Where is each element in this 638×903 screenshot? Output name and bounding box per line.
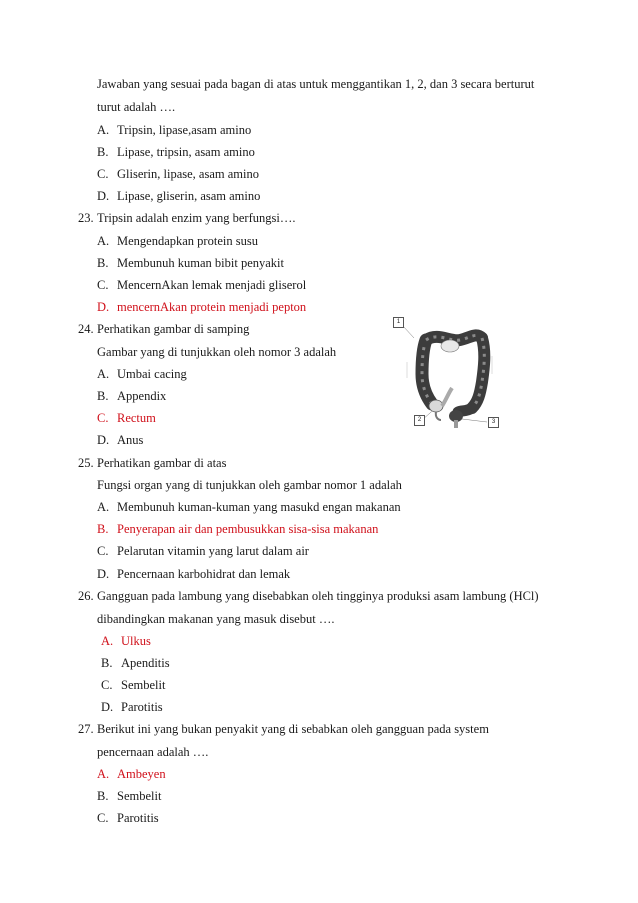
q24-option-a-letter: A. — [97, 367, 110, 381]
figure-label-3: 3 — [488, 417, 499, 428]
q25-option-b-text: Penyerapan air dan pembusukkan sisa-sisa makanan — [117, 522, 379, 536]
q23-number: 23. — [78, 211, 94, 225]
intro-line-1: Jawaban yang sesuai pada bagan di atas untuk menggantikan 1, 2, dan 3 secara berturut — [97, 77, 535, 91]
q23-option-c-letter: C. — [97, 278, 109, 292]
q25-question: Perhatikan gambar di atas — [97, 456, 227, 470]
q24-option-d-text: Anus — [117, 433, 144, 447]
q25-subquestion: Fungsi organ yang di tunjukkan oleh gambar nomor 1 adalah — [97, 478, 402, 492]
intro-option-b-text: Lipase, tripsin, asam amino — [117, 145, 255, 159]
q25-option-a-letter: A. — [97, 500, 110, 514]
q23-option-d-text: mencernAkan protein menjadi pepton — [117, 300, 307, 314]
intro-line-2: turut adalah …. — [97, 100, 176, 114]
intro-option-a-text: Tripsin, lipase,asam amino — [117, 123, 252, 137]
q27-option-b-letter: B. — [97, 789, 109, 803]
q26-question: Gangguan pada lambung yang disebabkan oleh tingginya produksi asam lambung (HCl) — [97, 589, 539, 603]
q26-option-d-text: Parotitis — [121, 700, 163, 714]
q27-option-a-letter: A. — [97, 767, 110, 781]
q27-question: Berikut ini yang bukan penyakit yang di sebabkan oleh gangguan pada system — [97, 722, 489, 736]
q23-option-c-text: MencernAkan lemak menjadi gliserol — [117, 278, 307, 292]
q26-option-b-text: Apenditis — [121, 656, 170, 670]
q25-option-b-letter: B. — [97, 522, 109, 536]
q24-option-b-letter: B. — [97, 389, 109, 403]
q27-option-c-text: Parotitis — [117, 811, 159, 825]
q26-option-c-letter: C. — [101, 678, 113, 692]
q24-option-c-text: Rectum — [117, 411, 156, 425]
figure-label-1: 1 — [393, 317, 404, 328]
intro-option-c-text: Gliserin, lipase, asam amino — [117, 167, 259, 181]
q23-option-b-letter: B. — [97, 256, 109, 270]
q26-option-b-letter: B. — [101, 656, 113, 670]
large-intestine-figure — [392, 316, 502, 432]
q27-subquestion: pencernaan adalah …. — [97, 745, 209, 759]
q26-option-c-text: Sembelit — [121, 678, 166, 692]
figure-label-2: 2 — [414, 415, 425, 426]
q25-option-c-letter: C. — [97, 544, 109, 558]
q27-number: 27. — [78, 722, 94, 736]
q23-option-a-text: Mengendapkan protein susu — [117, 234, 258, 248]
q23-option-a-letter: A. — [97, 234, 110, 248]
q25-option-d-letter: D. — [97, 567, 110, 581]
q24-option-c-letter: C. — [97, 411, 109, 425]
q25-option-d-text: Pencernaan karbohidrat dan lemak — [117, 567, 291, 581]
large-intestine-illustration-icon — [392, 316, 502, 432]
intro-option-d-text: Lipase, gliserin, asam amino — [117, 189, 261, 203]
q24-number: 24. — [78, 322, 94, 336]
q23-option-b-text: Membunuh kuman bibit penyakit — [117, 256, 284, 270]
q24-option-d-letter: D. — [97, 433, 110, 447]
intro-option-d-letter: D. — [97, 189, 110, 203]
intro-option-b-letter: B. — [97, 145, 109, 159]
q25-number: 25. — [78, 456, 94, 470]
q24-question: Perhatikan gambar di samping — [97, 322, 250, 336]
intro-option-a-letter: A. — [97, 123, 110, 137]
q26-number: 26. — [78, 589, 94, 603]
q27-option-a-text: Ambeyen — [117, 767, 166, 781]
q23-option-d-letter: D. — [97, 300, 110, 314]
q24-option-a-text: Umbai cacing — [117, 367, 187, 381]
q26-subquestion: dibandingkan makanan yang masuk disebut …. — [97, 612, 335, 626]
q24-option-b-text: Appendix — [117, 389, 167, 403]
q23-question: Tripsin adalah enzim yang berfungsi…. — [97, 211, 296, 225]
q27-option-b-text: Sembelit — [117, 789, 162, 803]
q26-option-d-letter: D. — [101, 700, 114, 714]
q24-subquestion: Gambar yang di tunjukkan oleh nomor 3 adalah — [97, 345, 337, 359]
q25-option-c-text: Pelarutan vitamin yang larut dalam air — [117, 544, 309, 558]
q26-option-a-text: Ulkus — [121, 634, 151, 648]
q25-option-a-text: Membunuh kuman-kuman yang masukd engan makanan — [117, 500, 401, 514]
intro-option-c-letter: C. — [97, 167, 109, 181]
q26-option-a-letter: A. — [101, 634, 114, 648]
q27-option-c-letter: C. — [97, 811, 109, 825]
